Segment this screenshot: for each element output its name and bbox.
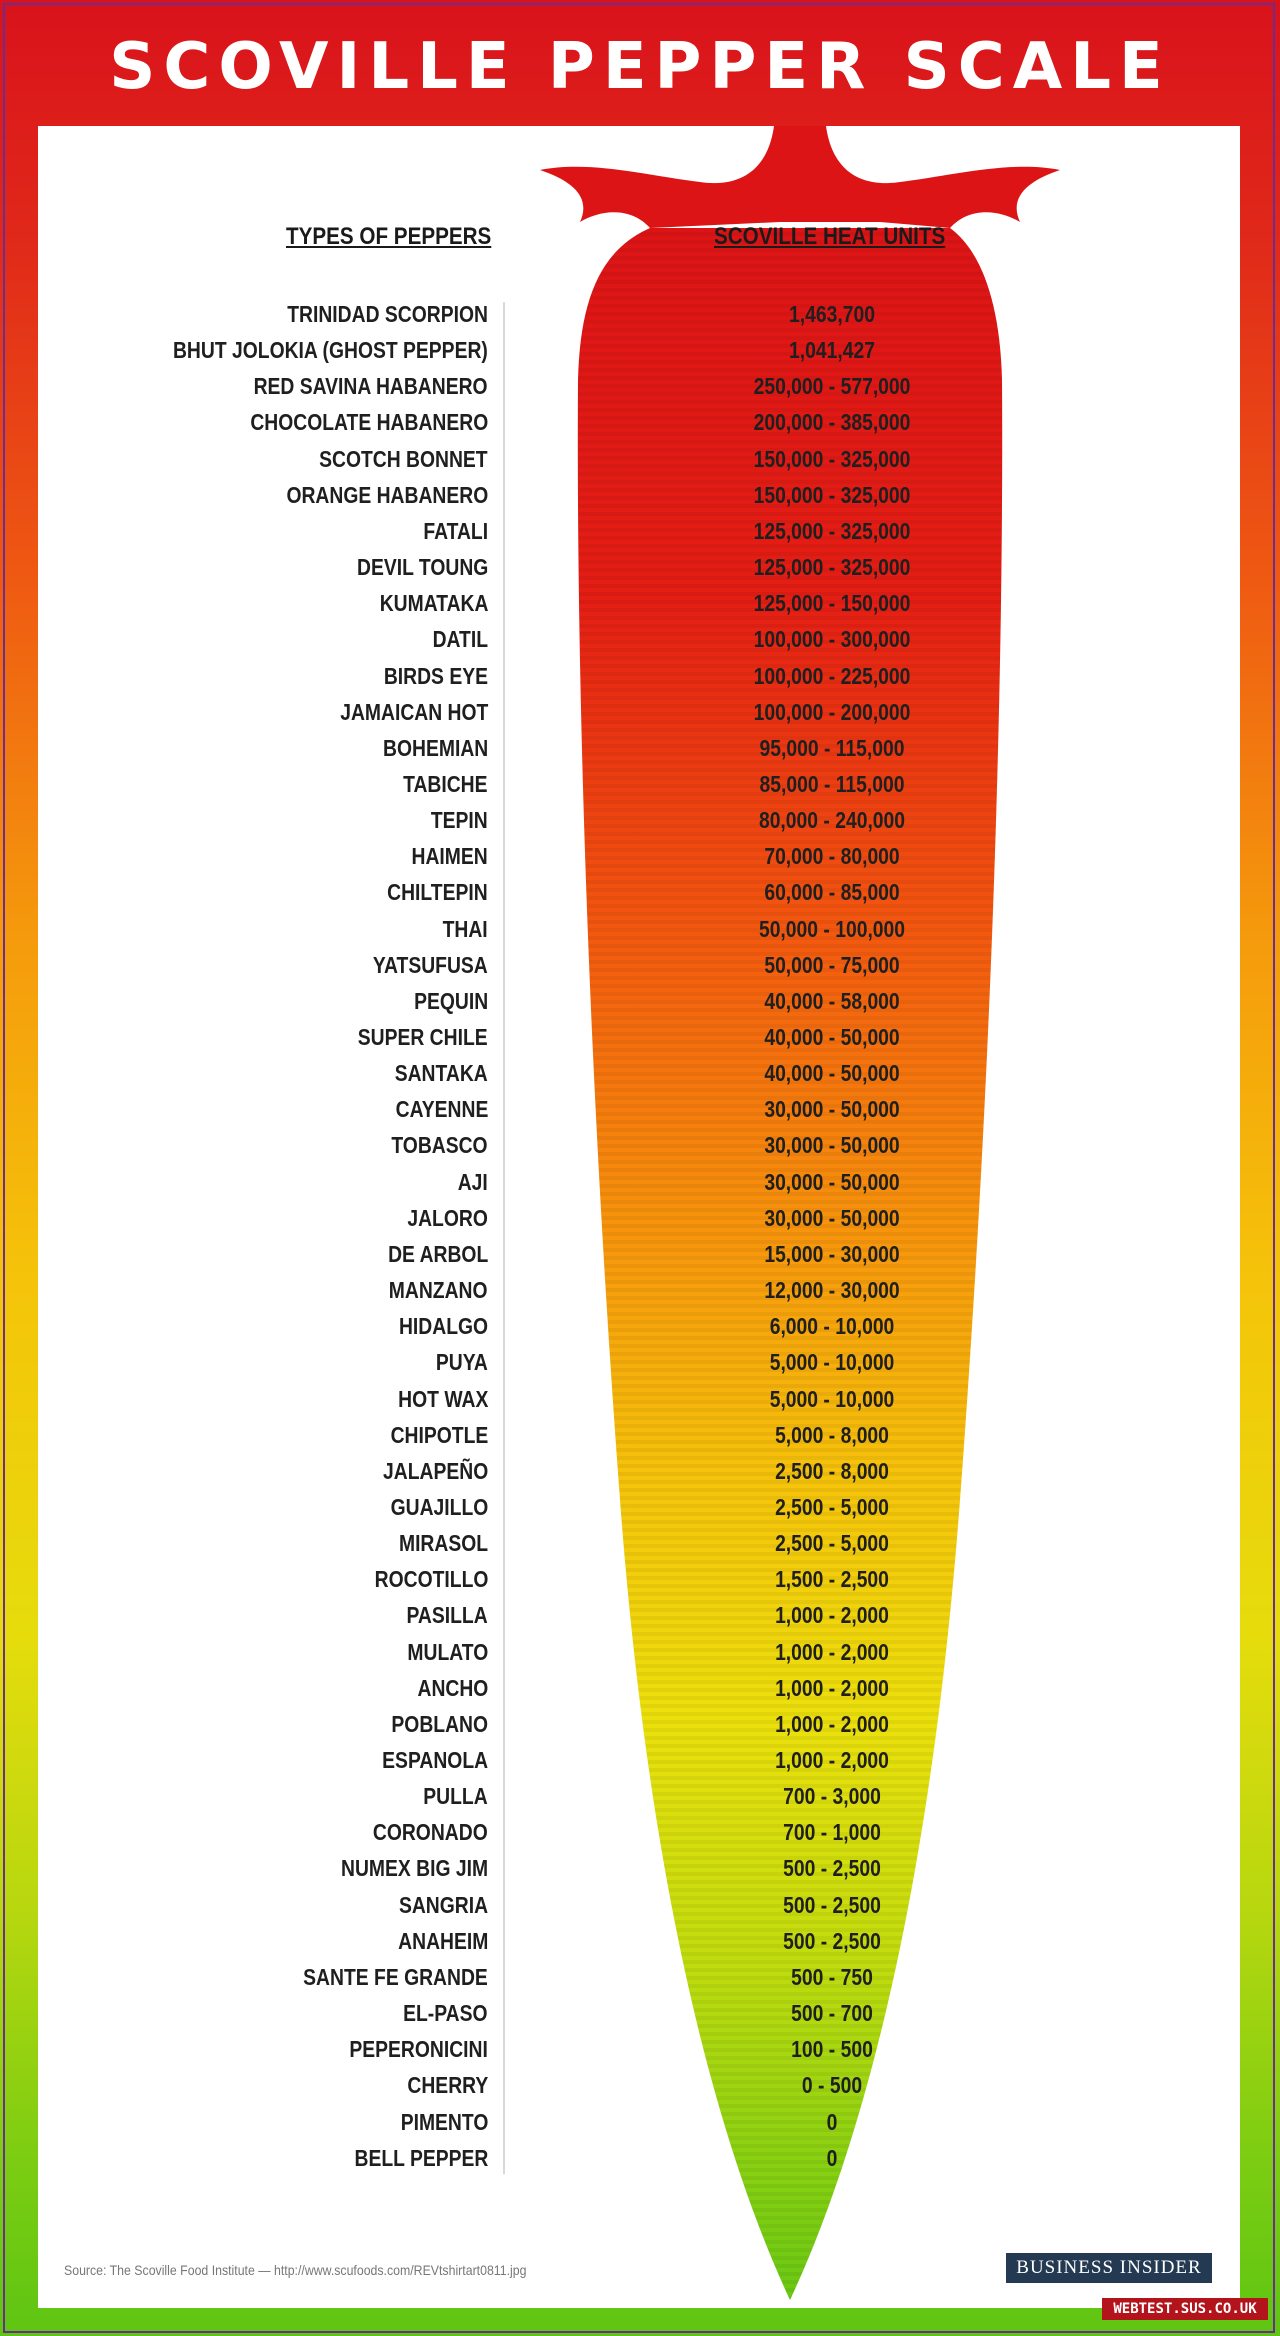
pepper-name: JALORO [407,1204,488,1231]
pepper-name: BOHEMIAN [382,734,488,761]
pepper-name: PASILLA [406,1602,488,1629]
heat-units-value: 1,041,427 [789,337,875,364]
pepper-name: FATALI [423,517,488,544]
pepper-row [0,1670,1280,1706]
heat-units-value: 2,500 - 5,000 [775,1493,889,1520]
pepper-row [0,1091,1280,1127]
heat-units-value: 95,000 - 115,000 [759,734,905,761]
heat-units-value: 500 - 750 [791,1963,873,1990]
units-column-header: SCOVILLE HEAT UNITS [714,223,946,250]
heat-units-value: 100,000 - 225,000 [753,662,911,689]
heat-units-value: 2,500 - 8,000 [775,1457,889,1484]
heat-units-value: 500 - 700 [791,2000,873,2027]
heat-units-value: 5,000 - 10,000 [769,1385,895,1412]
pepper-name: CORONADO [373,1819,488,1846]
heat-units-value: 100,000 - 200,000 [753,698,911,725]
heat-units-value: 50,000 - 75,000 [764,951,900,978]
business-insider-logo: BUSINESS INSIDER [1006,2253,1212,2283]
pepper-name: TABICHE [403,770,488,797]
heat-units-value: 30,000 - 50,000 [764,1132,900,1159]
pepper-row [0,1887,1280,1923]
heat-units-value: 1,000 - 2,000 [775,1602,889,1629]
heat-units-value: 500 - 2,500 [783,1855,881,1882]
pepper-row [0,874,1280,910]
pepper-row [0,1308,1280,1344]
pepper-name: ORANGE HABANERO [286,481,488,508]
pepper-row [0,477,1280,513]
pepper-row [0,585,1280,621]
pepper-row [0,1200,1280,1236]
pepper-name: SUPER CHILE [358,1024,488,1050]
pepper-row [0,1778,1280,1814]
heat-units-value: 100 - 500 [791,2036,873,2063]
heat-units-value: 700 - 1,000 [783,1819,881,1846]
pepper-row [0,1959,1280,1995]
pepper-name: DATIL [432,626,488,653]
heat-units-value: 1,000 - 2,000 [775,1710,889,1737]
pepper-name: ESPANOLA [382,1747,488,1773]
page-title: SCOVILLE PEPPER SCALE [109,30,1171,104]
pepper-row [0,621,1280,657]
heat-units-value: 200,000 - 385,000 [753,409,911,436]
pepper-name: TEPIN [431,807,488,834]
pepper-name: HIDALGO [398,1313,488,1340]
pepper-row [0,1995,1280,2031]
pepper-name: SANGRIA [398,1891,488,1918]
pepper-name: MULATO [407,1638,488,1665]
heat-units-value: 12,000 - 30,000 [764,1277,900,1304]
pepper-name: CAYENNE [395,1096,488,1123]
pepper-name: ANCHO [417,1674,488,1701]
pepper-name: SCOTCH BONNET [319,445,488,472]
heat-units-value: 1,000 - 2,000 [775,1674,889,1701]
pepper-row [0,513,1280,549]
pepper-row [0,1272,1280,1308]
pepper-name: JAMAICAN HOT [339,698,488,725]
pepper-name: DE ARBOL [387,1240,488,1267]
pepper-name: TOBASCO [391,1132,488,1159]
pepper-row [0,368,1280,404]
heat-units-value: 6,000 - 10,000 [769,1313,895,1340]
pepper-row [0,658,1280,694]
pepper-row [0,1164,1280,1200]
heat-units-value: 70,000 - 80,000 [764,843,900,870]
pepper-name: GUAJILLO [390,1493,488,1520]
pepper-row [0,1706,1280,1742]
heat-units-value: 40,000 - 50,000 [764,1060,900,1087]
pepper-row [0,694,1280,730]
pepper-name: ROCOTILLO [374,1566,488,1593]
pepper-row [0,1019,1280,1055]
pepper-name: PEPERONICINI [349,2036,488,2063]
pepper-name: CHIPOTLE [390,1421,488,1448]
pepper-name: CHILTEPIN [387,879,488,906]
pepper-row [0,441,1280,477]
pepper-name: POBLANO [391,1710,488,1737]
pepper-name: ANAHEIM [397,1927,488,1954]
pepper-row [0,1127,1280,1163]
pepper-row [0,2031,1280,2067]
pepper-row [0,549,1280,585]
pepper-row [0,911,1280,947]
pepper-row [0,1850,1280,1886]
heat-units-value: 2,500 - 5,000 [775,1530,889,1557]
types-column-header: TYPES OF PEPPERS [286,223,492,250]
pepper-name: SANTE FE GRANDE [303,1963,488,1990]
source-citation: Source: The Scoville Food Institute — http://www.scufoods.com/REVtshirtart0811.jpg [64,2262,527,2278]
pepper-row [0,2140,1280,2176]
pepper-name: CHERRY [407,2072,488,2099]
pepper-name: KUMATAKA [379,590,488,617]
heat-units-value: 30,000 - 50,000 [764,1096,900,1123]
pepper-name: SANTAKA [394,1060,488,1087]
heat-units-value: 700 - 3,000 [783,1783,881,1810]
heat-units-value: 1,463,700 [789,301,875,327]
pepper-name: PULLA [423,1783,488,1810]
pepper-name: PUYA [436,1349,488,1376]
heat-units-value: 1,000 - 2,000 [775,1747,889,1773]
pepper-row [0,1742,1280,1778]
pepper-name: AJI [457,1168,488,1195]
pepper-name: THAI [442,915,488,942]
pepper-row [0,838,1280,874]
pepper-stem [540,126,1060,228]
heat-units-value: 500 - 2,500 [783,1891,881,1918]
heat-units-value: 0 [826,2108,838,2135]
heat-units-value: 125,000 - 325,000 [753,554,911,581]
heat-units-value: 80,000 - 240,000 [758,807,906,834]
pepper-name: HOT WAX [397,1385,488,1412]
heat-units-value: 1,500 - 2,500 [775,1566,889,1593]
heat-units-value: 40,000 - 58,000 [764,987,900,1014]
pepper-row [0,2104,1280,2140]
heat-units-value: 500 - 2,500 [783,1927,881,1954]
pepper-row [0,1525,1280,1561]
heat-units-value: 40,000 - 50,000 [764,1024,900,1050]
pepper-name: PIMENTO [400,2108,488,2135]
pepper-row [0,766,1280,802]
heat-units-value: 1,000 - 2,000 [775,1638,889,1665]
pepper-row [0,1814,1280,1850]
pepper-row [0,1597,1280,1633]
heat-units-value: 125,000 - 325,000 [753,517,911,544]
pepper-row [0,1236,1280,1272]
pepper-row [0,1923,1280,1959]
pepper-row [0,1055,1280,1091]
pepper-row [0,1344,1280,1380]
pepper-name: RED SAVINA HABANERO [253,373,488,400]
pepper-row [0,1634,1280,1670]
heat-units-value: 15,000 - 30,000 [764,1240,900,1267]
heat-units-value: 0 - 500 [801,2072,863,2099]
heat-units-value: 85,000 - 115,000 [759,770,905,797]
heat-units-value: 60,000 - 85,000 [764,879,900,906]
pepper-name: JALAPEÑO [382,1457,488,1484]
pepper-name: CHOCOLATE HABANERO [250,409,488,436]
pepper-name: MANZANO [389,1277,488,1304]
pepper-row [0,983,1280,1019]
pepper-row [0,802,1280,838]
pepper-name: PEQUIN [413,987,488,1014]
heat-units-value: 0 [826,2144,838,2171]
pepper-row [0,2067,1280,2103]
pepper-name: BHUT JOLOKIA (GHOST PEPPER) [173,337,488,364]
heat-units-value: 100,000 - 300,000 [753,626,911,653]
heat-units-value: 5,000 - 8,000 [775,1421,889,1448]
heat-units-value: 125,000 - 150,000 [753,590,911,617]
pepper-name: EL-PASO [403,2000,488,2027]
pepper-row [0,296,1280,332]
pepper-row [0,1489,1280,1525]
heat-units-value: 150,000 - 325,000 [753,445,911,472]
pepper-row [0,1417,1280,1453]
pepper-name: NUMEX BIG JIM [340,1855,488,1882]
heat-units-value: 30,000 - 50,000 [764,1204,900,1231]
heat-units-value: 50,000 - 100,000 [758,915,906,942]
heat-units-value: 150,000 - 325,000 [753,481,911,508]
pepper-name: YATSUFUSA [373,951,488,978]
pepper-name: MIRASOL [398,1530,488,1557]
pepper-name: BIRDS EYE [383,662,488,689]
heat-units-value: 5,000 - 10,000 [769,1349,895,1376]
heat-units-value: 30,000 - 50,000 [764,1168,900,1195]
pepper-row [0,404,1280,440]
pepper-name: DEVIL TOUNG [356,554,488,581]
pepper-name: TRINIDAD SCORPION [287,301,488,327]
watermark-badge: WEBTEST.SUS.CO.UK [1102,2298,1268,2320]
pepper-row [0,1561,1280,1597]
pepper-name: HAIMEN [411,843,488,870]
pepper-row [0,1381,1280,1417]
pepper-row [0,1453,1280,1489]
pepper-row [0,947,1280,983]
pepper-name: BELL PEPPER [354,2144,488,2171]
pepper-row [0,332,1280,368]
heat-units-value: 250,000 - 577,000 [753,373,911,400]
pepper-row [0,730,1280,766]
